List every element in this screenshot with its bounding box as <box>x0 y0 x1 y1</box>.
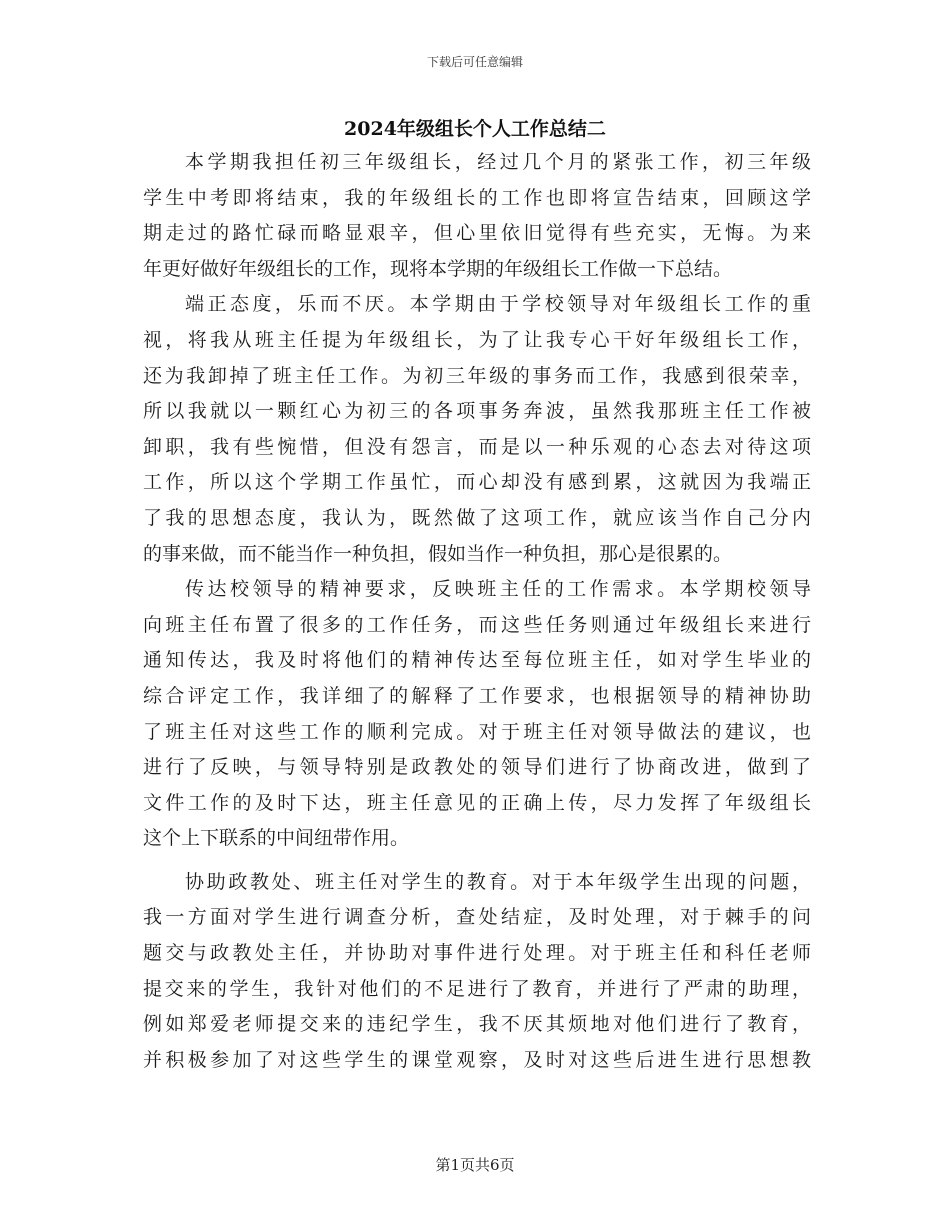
text-line: 提交来的学生，我针对他们的不足进行了教育，并进行了严肃的助理， <box>143 977 811 1000</box>
text-line: 我一方面对学生进行调查分析，查处结症，及时处理，对于棘手的问 <box>143 906 811 929</box>
text-line: 视，将我从班主任提为年级组长，为了让我专心干好年级组长工作， <box>143 328 811 351</box>
text-line: 题交与政教处主任，并协助对事件进行处理。对于班主任和科任老师 <box>143 942 811 965</box>
text-line: 了我的思想态度，我认为，既然做了这项工作，就应该当作自己分内 <box>143 506 811 529</box>
text-line: 工作，所以这个学期工作虽忙，而心却没有感到累，这就因为我端正 <box>143 471 811 494</box>
text-line: 了班主任对这些工作的顺利完成。对于班主任对领导做法的建议，也 <box>143 720 811 743</box>
header-note: 下载后可任意编辑 <box>426 55 523 69</box>
text-line: 向班主任布置了很多的工作任务，而这些任务则通过年级组长来进行 <box>143 613 811 636</box>
text-line: 这个上下联系的中间纽带作用。 <box>143 827 410 850</box>
text-line: 进行了反映，与领导特别是政教处的领导们进行了协商改进，做到了 <box>143 756 811 779</box>
text-line: 例如郑爱老师提交来的违纪学生，我不厌其烦地对他们进行了教育， <box>143 1013 811 1036</box>
text-line: 并积极参加了对这些学生的课堂观察，及时对这些后进生进行思想教 <box>143 1048 811 1071</box>
text-line: 端正态度，乐而不厌。本学期由于学校领导对年级组长工作的重 <box>185 293 811 316</box>
text-line: 卸职，我有些惋惜，但没有怨言，而是以一种乐观的心态去对待这项 <box>143 435 811 458</box>
text-line: 学生中考即将结束，我的年级组长的工作也即将宣告结束，回顾这学 <box>143 186 811 209</box>
paragraph <box>143 287 811 572</box>
text-line: 期走过的路忙碌而略显艰辛，但心里依旧觉得有些充实，无悔。为来 <box>143 222 811 245</box>
text-line: 所以我就以一颗红心为初三的各项事务奔波，虽然我那班主任工作被 <box>143 400 811 423</box>
text-line: 协助政教处、班主任对学生的教育。对于本年级学生出现的问题， <box>185 870 811 893</box>
page-footer: 第1页共6页 <box>435 1156 515 1174</box>
text-line: 文件工作的及时下达，班主任意见的正确上传，尽力发挥了年级组长 <box>143 791 811 814</box>
text-line: 传达校领导的精神要求，反映班主任的工作需求。本学期校领导 <box>185 578 811 601</box>
text-line: 年更好做好年级组长的工作，现将本学期的年级组长工作做一下总结。 <box>143 257 733 280</box>
text-line: 综合评定工作，我详细了的解释了工作要求，也根据领导的精神协助 <box>143 684 811 707</box>
document-body <box>143 145 811 1078</box>
document-title: 2024年级组长个人工作总结二 <box>344 118 606 140</box>
paragraph <box>143 865 811 1079</box>
text-line: 还为我卸掉了班主任工作。为初三年级的事务而工作，我感到很荣幸， <box>143 364 811 387</box>
text-line: 本学期我担任初三年级组长，经过几个月的紧张工作，初三年级 <box>185 151 811 173</box>
text-line: 的事来做，而不能当作一种负担，假如当作一种负担，那心是很累的。 <box>143 542 733 565</box>
paragraph <box>143 572 811 857</box>
text-line: 通知传达，我及时将他们的精神传达至每位班主任，如对学生毕业的 <box>143 649 811 672</box>
paragraph-gap <box>143 857 811 865</box>
paragraph <box>143 145 811 287</box>
